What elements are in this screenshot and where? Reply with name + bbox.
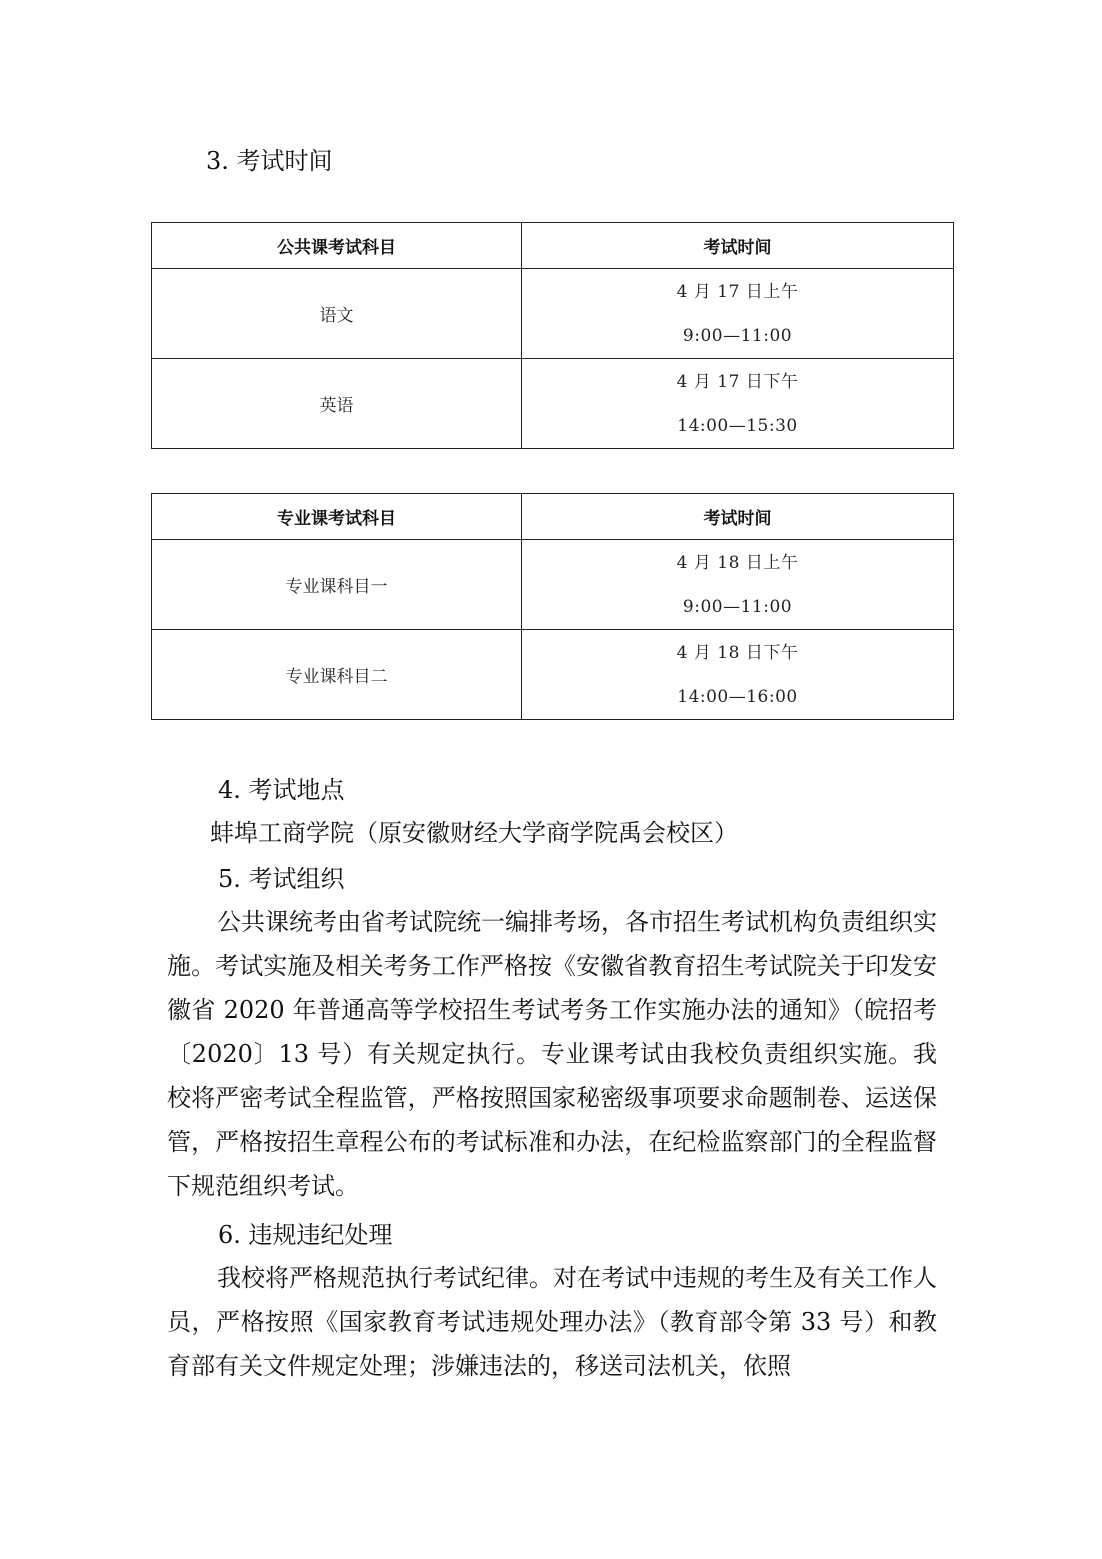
section-6-heading: 6. 违规违纪处理 bbox=[218, 1221, 393, 1249]
column-header-time: 考试时间 bbox=[522, 494, 954, 540]
table-row bbox=[152, 630, 954, 720]
exam-hours: 9:00—11:00 bbox=[682, 325, 793, 346]
table-row bbox=[152, 359, 954, 449]
exam-date: 4 月 18 日下午 bbox=[676, 642, 799, 663]
section-5-heading: 5. 考试组织 bbox=[218, 865, 345, 893]
table-row bbox=[152, 540, 954, 630]
time-cell bbox=[522, 359, 954, 449]
subject-cell: 英语 bbox=[152, 359, 522, 449]
major-course-schedule-table bbox=[151, 493, 954, 720]
subject-cell: 专业课科目一 bbox=[152, 540, 522, 630]
section-3-heading: 3. 考试时间 bbox=[206, 147, 333, 175]
time-cell bbox=[522, 630, 954, 720]
public-course-schedule-table bbox=[151, 222, 954, 449]
exam-hours: 14:00—16:00 bbox=[677, 686, 798, 707]
exam-location-text: 蚌埠工商学院（原安徽财经大学商学院禹会校区） bbox=[210, 819, 738, 847]
exam-date: 4 月 17 日下午 bbox=[676, 371, 799, 392]
exam-hours: 14:00—15:30 bbox=[677, 415, 798, 436]
table-header-row bbox=[152, 494, 954, 540]
column-header-subject: 公共课考试科目 bbox=[152, 223, 522, 269]
exam-hours: 9:00—11:00 bbox=[682, 596, 793, 617]
subject-cell: 语文 bbox=[152, 269, 522, 359]
exam-organization-paragraph: 公共课统考由省考试院统一编排考场，各市招生考试机构负责组织实施。考试实施及相关考务工作严格按《安徽省教育招生考试院关于印发安徽省 2020 年普通高等学校招生考试考务工作实施办法的通知》（皖招考〔2020〕13 号）有关规定执行。专业课考试由我校负责组织实施。我校将严密考试全程监管，严格按照国家秘密级事项要求命题制卷、运送保管，严格按招生章程公布的考试标准和办法，在纪检监察部门的全程监督下规范组织考试。 bbox=[167, 908, 937, 1200]
table-row bbox=[152, 269, 954, 359]
exam-date: 4 月 18 日上午 bbox=[676, 552, 799, 573]
violation-handling-paragraph: 我校将严格规范执行考试纪律。对在考试中违规的考生及有关工作人员，严格按照《国家教育考试违规处理办法》（教育部令第 33 号）和教育部有关文件规定处理；涉嫌违法的，移送司法机关，依照 bbox=[167, 1264, 937, 1380]
subject-cell: 专业课科目二 bbox=[152, 630, 522, 720]
exam-date: 4 月 17 日上午 bbox=[676, 281, 799, 302]
time-cell bbox=[522, 540, 954, 630]
section-4-heading: 4. 考试地点 bbox=[218, 776, 345, 804]
column-header-time: 考试时间 bbox=[522, 223, 954, 269]
column-header-subject: 专业课考试科目 bbox=[152, 494, 522, 540]
time-cell bbox=[522, 269, 954, 359]
table-header-row bbox=[152, 223, 954, 269]
